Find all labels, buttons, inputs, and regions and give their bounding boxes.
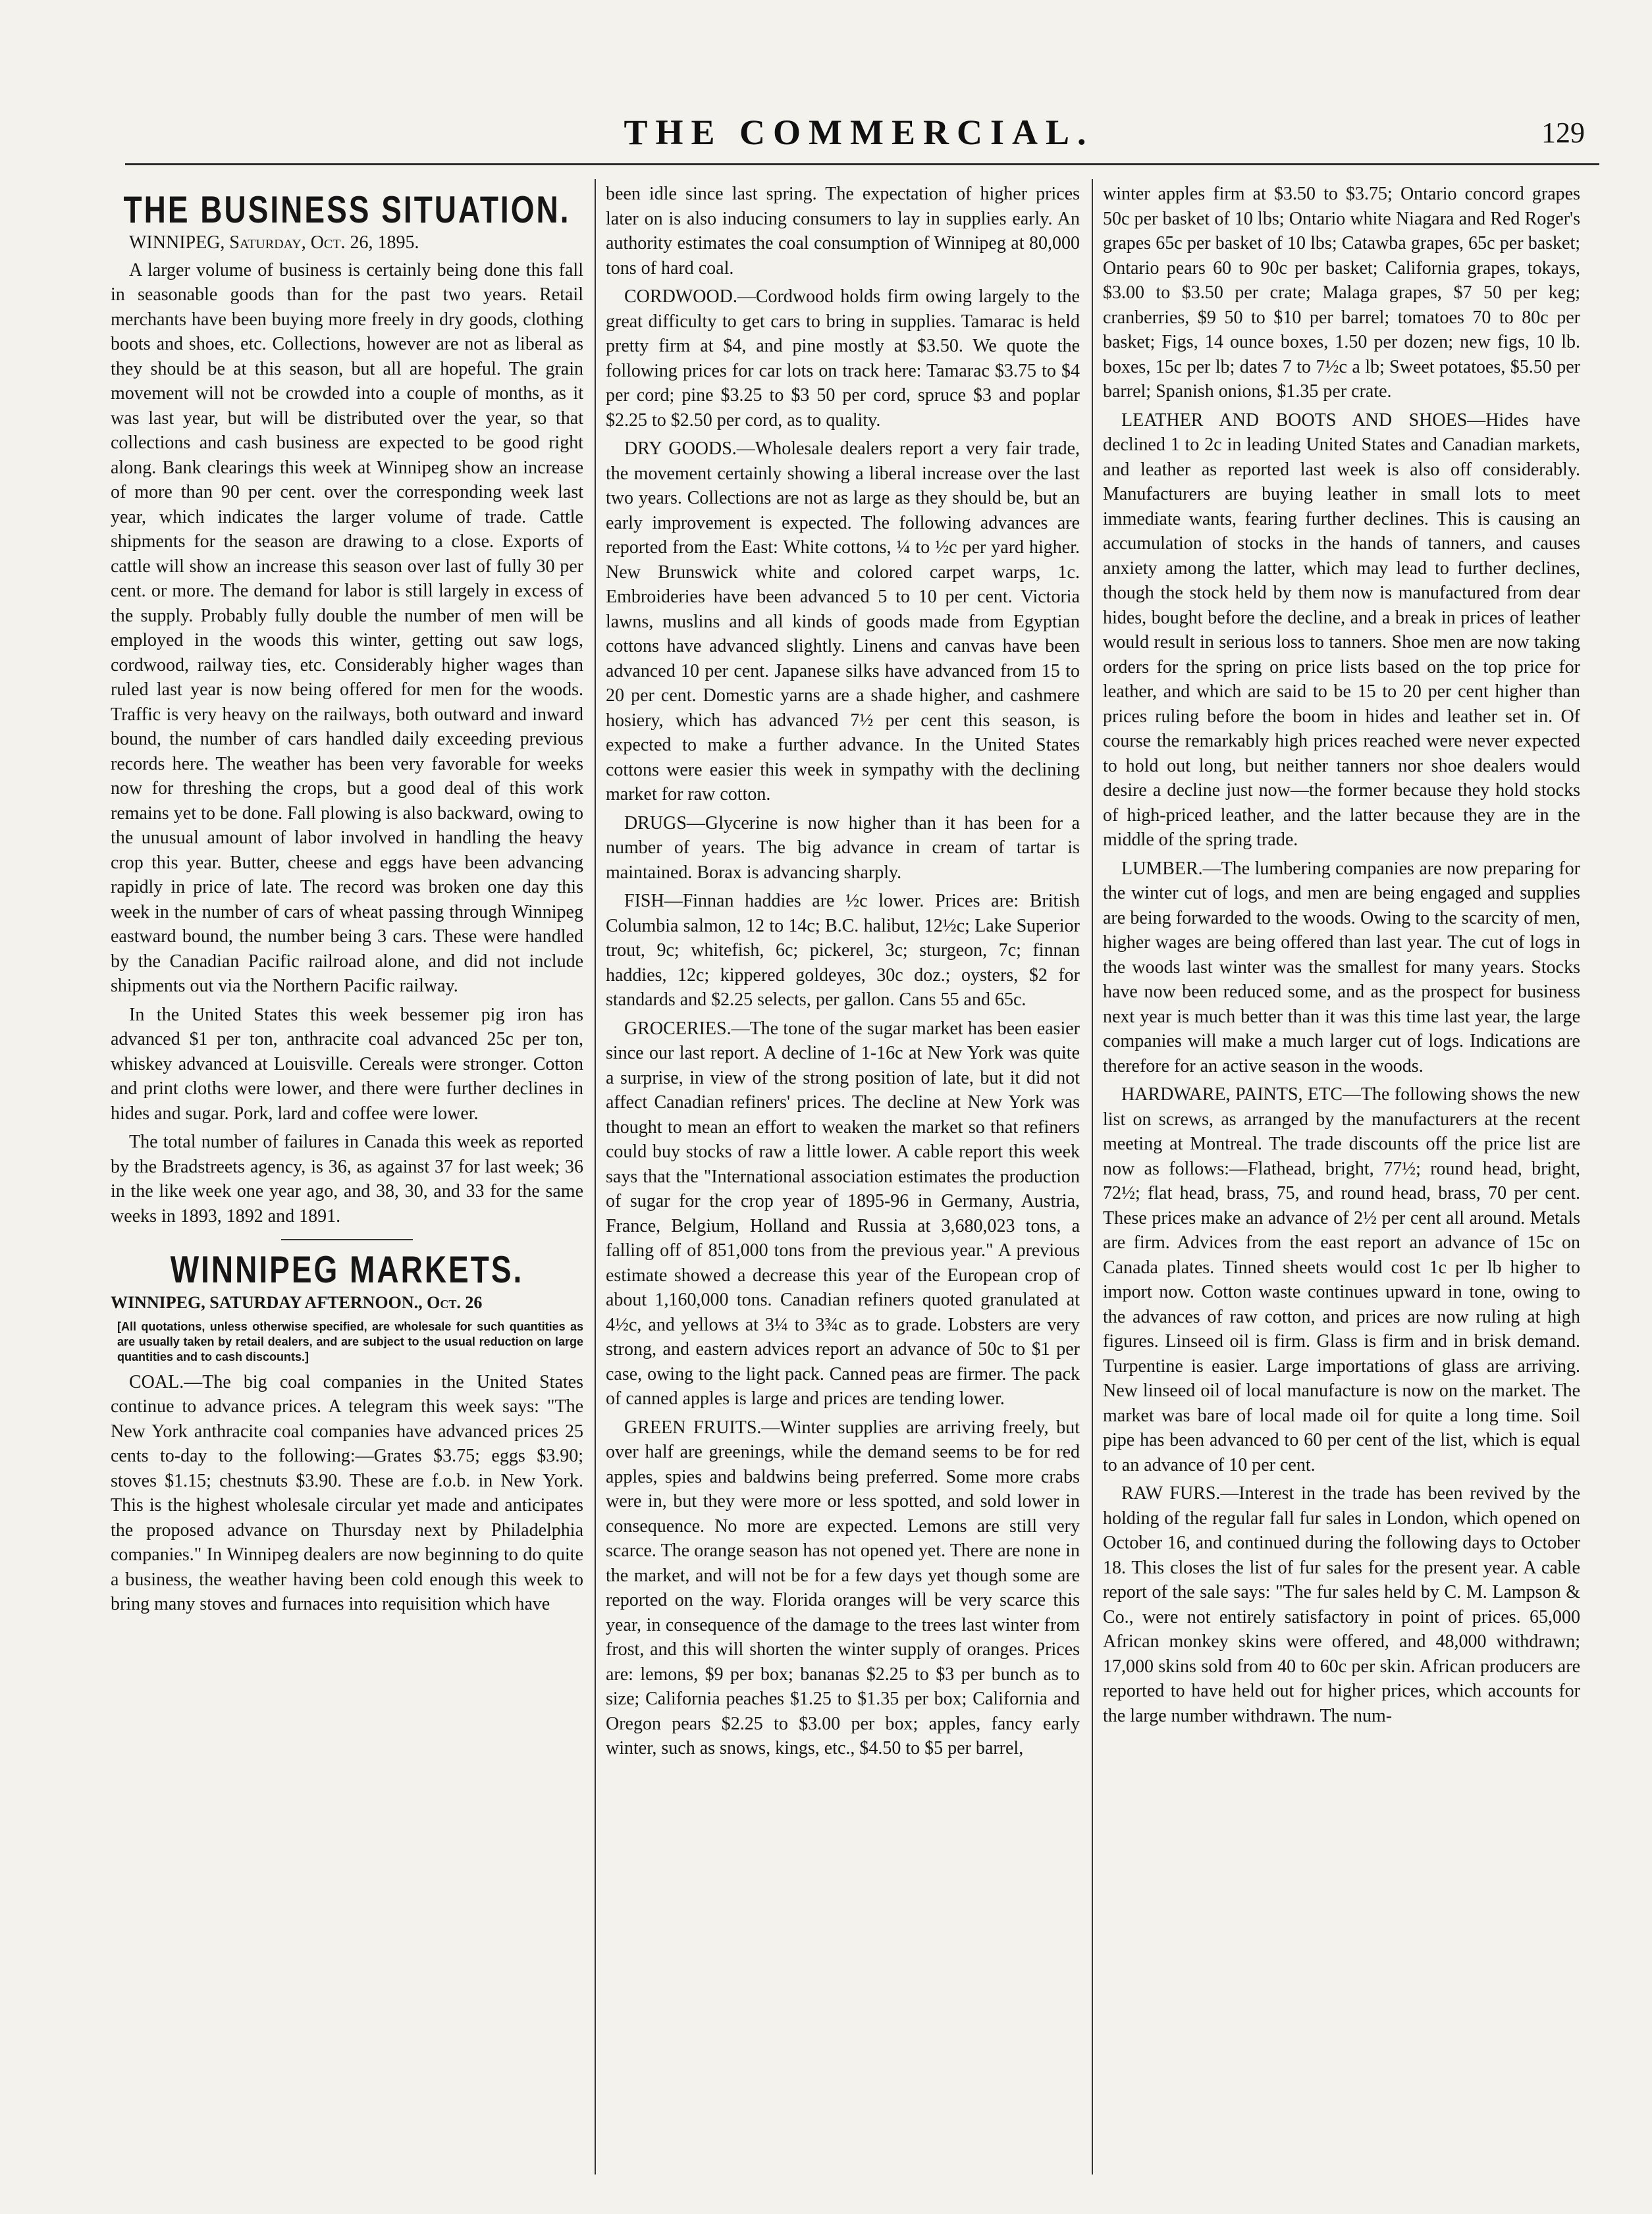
raw-furs-paragraph: RAW FURS.—Interest in the trade has been revived by the holding of the regular fall fur sales in London, which opened on October 16, and continued during the following days to October 18. This closes the list of fur sales for the present year. A cable report of the sale says: "The fur sales held by C. M. Lampson & Co., were not entirely satisfactory in point of prices. 65,000 African monkey skins were offered, and 48,000 withdrawn; 17,000 skins sold from 40 to 60c per skin. African producers are reported to have held out for higher prices, which accounts for the large number withdrawn. The num-: [1103, 1483, 1580, 1726]
coal-paragraph: COAL.—The big coal companies in the United States continue to advance prices. A telegram this week says: "The New York anthracite coal companies have advanced prices 25 cents to-day to the following:—Grates $3.75; eggs $3.90; stoves $1.15; chestnuts $3.90. These are f.o.b. in New York. This is the highest wholesale circular yet made and anticipates the proposed advance on Thursday next by Philadelphia companies." In Winnipeg dealers are now beginning to do quite a business, the weather having been cold enough this week to bring many stoves and furnaces into requisition which have: [111, 1371, 583, 1614]
business-situation-dateline: WINNIPEG, Saturday, Oct. 26, 1895.: [129, 232, 419, 253]
markets-note: [All quotations, unless otherwise specified, are wholesale for such quantities as are usually taken by retail dealers, and are subject to the usual reduction on large quantities and to cash discounts.]: [117, 1319, 583, 1363]
column-divider-2: [1092, 179, 1093, 2174]
business-paragraph-3: The total number of failures in Canada this week as reported by the Bradstreets agency, is 36, as against 37 for last week; 36 in the like week one year ago, and 38, 30, and 33 for the same weeks in 1893, 1892 and 1891.: [111, 1132, 583, 1226]
business-paragraph-2: In the United States this week bessemer pig iron has advanced $1 per ton, anthracite coal advanced 25c per ton, whiskey advanced at Louisville. Cereals were stronger. Cotton and print cloths were lower, and there were further declines in hides and sugar. Pork, lard and coffee were lower.: [111, 1004, 583, 1124]
fruits-continued: winter apples firm at $3.50 to $3.75; Ontario concord grapes 50c per basket of 10 lbs; Ontario white Niagara and Red Roger's grapes 65c per basket of 10 lbs; Catawba grapes, 65c per basket; Ontario pears 60 to 90c per basket; California grapes, tokays, $3.00 to $3.50 per crate; Malaga grapes, $7 50 per keg; cranberries, $9 50 to $10 per barrel; tomatoes 70 to 80c per basket; Figs, 14 ounce boxes, 1.50 per dozen; new figs, 10 lb. boxes, 15c per lb; dates 7 to 7½c a lb; Sweet potatoes, $5.50 per barrel; Spanish onions, $1.35 per crate.: [1103, 184, 1580, 402]
business-paragraph-1: A larger volume of business is certainly being done this fall in seasonable goods than for the past two years. Retail merchants have been buying more freely in dry goods, clothing boots and shoes, etc. Collections, however are not as liberal as they should be at this season, but all are hopeful. The grain movement will not be crowded into a couple of months, as it was last year, but will be distributed over the year, so that collections and cash business are expected to be good right along. Bank clearings this week at Winnipeg show an increase of more than 90 per cent. over the corresponding week last year, which indicates the larger volume of trade. Cattle shipments for the season are drawing to a close. Exports of cattle will show an increase this season over last of fully 30 per cent. or more. The demand for labor is still largely in excess of the supply. Probably fully double the number of men will be employed in the woods this winter, getting out saw logs, cordwood, railway ties, etc. Considerably higher wages than ruled last year is now being offered for men for the woods. Traffic is very heavy on the railways, both outward and inward bound, the number of cars handled daily exceeding previous records here. The weather has been very favorable for weeks now for threshing the crops, but a good deal of this work remains yet to be done. Fall plowing is also backward, owing to the unusual amount of labor involved in handling the heavy crop this year. Butter, cheese and eggs have been advancing rapidly in price of late. The record was broken one day this week in the number of cars of wheat passing through Winnipeg eastward bound, the number being 3 cars. These were handled by the Canadian Pacific railroad alone, and did not include shipments out via the Northern Pacific railway.: [111, 259, 583, 996]
column-1: [111, 182, 583, 2181]
section-divider: [281, 1239, 413, 1240]
leather-paragraph: LEATHER AND BOOTS AND SHOES—Hides have declined 1 to 2c in leading United States and Canadian markets, and leather as reported last week is also off considerably. Manufacturers are buying leather in small lots to meet immediate wants, fearing further declines. This is causing an accumulation of stocks in the hands of tanners, and causes anxiety among the latter, which may lead to further declines, though the stock held by them now is manufactured from dear hides, bought before the decline, and a break in prices of leather would result in serious loss to tanners. Shoe men are now taking orders for the spring on price lists based on the top price for leather, and which are said to be 15 to 20 per cent higher than prices ruling before the boom in hides and leather set in. Of course the remarkably high prices reached were never expected to hold out long, but neither tanners nor shoe dealers would desire a decline just now—the former because they hold stocks of high-priced leather, and the latter because they are in the middle of the spring trade.: [1103, 409, 1580, 850]
column-divider-1: [595, 179, 596, 2174]
coal-continued: been idle since last spring. The expectation of higher prices later on is also inducing consumers to lay in supplies early. An authority estimates the coal consumption of Winnipeg at 80,000 tons of hard coal.: [606, 184, 1080, 278]
column-3: [1103, 182, 1580, 2181]
lumber-paragraph: LUMBER.—The lumbering companies are now preparing for the winter cut of logs, and men are being engaged and supplies are being forwarded to the woods. Owing to the scarcity of men, higher wages are being offered than last year. The cut of logs in the woods last winter was the smallest for many years. Stocks have now been reduced some, and as the prospect for business next year is much better than it was this time last year, the large companies will make a much larger cut of logs. Indications are therefore for an active season in the woods.: [1103, 858, 1580, 1076]
business-situation-title: THE BUSINESS SITUATION.: [123, 188, 571, 231]
green-fruits-paragraph: GREEN FRUITS.—Winter supplies are arriving freely, but over half are greenings, while the demand seems to be for red apples, spies and baldwins being preferred. Some more crabs were in, but they were more or less spotted, and sold lower in consequence. No more are expected. Lemons are still very scarce. The orange season has not opened yet. There are none in the market, and will not be for a few days yet though some are reported on the way. Florida oranges will be very scarce this year, in consequence of the damage to the trees last winter from frost, and this will shorten the winter supply of oranges. Prices are: lemons, $9 per box; bananas $2.25 to $3 per bunch as to size; California peaches $1.25 to $1.35 per box; California and Oregon pears $2.25 to $3.00 per box; apples, fancy early winter, such as snows, kings, etc., $4.50 to $5 per barrel,: [606, 1417, 1080, 1758]
header-rule: [125, 163, 1599, 165]
drugs-paragraph: DRUGS—Glycerine is now higher than it has been for a number of years. The big advance in cream of tartar is maintained. Borax is advancing sharply.: [606, 812, 1080, 883]
page-header: [125, 112, 1593, 151]
markets-dateline: WINNIPEG, SATURDAY AFTERNOON., Oct. 26: [111, 1293, 483, 1312]
winnipeg-markets-title: WINNIPEG MARKETS.: [170, 1248, 524, 1291]
dry-goods-paragraph: DRY GOODS.—Wholesale dealers report a very fair trade, the movement certainly showing a liberal increase over the last two years. Collections are not as large as they should be, but an early improvement is expected. The following advances are reported from the East: White cottons, ¼ to ½c per yard higher. New Brunswick white and colored carpet warps, 1c. Embroideries have been advanced 5 to 10 per cent. Victoria lawns, muslins and all kinds of goods made from Egyptian cottons have advanced slightly. Linens and canvas have been advanced 10 per cent. Japanese silks have advanced from 15 to 20 per cent. Domestic yarns are a shade higher, and cashmere hosiery, which has advanced 7½ per cent this season, is expected to make a further advance. In the United States cottons were easier this week in sympathy with the declining market for raw cotton.: [606, 438, 1080, 804]
page-number: 129: [1541, 117, 1585, 149]
cordwood-paragraph: CORDWOOD.—Cordwood holds firm owing largely to the great difficulty to get cars to bring in supplies. Tamarac is held pretty firm at $4, and pine mostly at $3.50. We quote the following prices for car lots on track here: Tamarac $3.75 to $4 per cord; pine $3.25 to $3 50 per cord, spruce $3 and poplar $2.25 to $2.50 per cord, as to quality.: [606, 286, 1080, 431]
fish-paragraph: FISH—Finnan haddies are ½c lower. Prices are: British Columbia salmon, 12 to 14c; B.C. halibut, 12½c; Lake Superior trout, 9c; whitefish, 6c; pickerel, 3c; sturgeon, 7c; finnan haddies, 12c; kippered goldeyes, 30c doz.; oysters, $2 for standards and $2.25 selects, per gallon. Cans 55 and 65c.: [606, 891, 1080, 1010]
column-2: [606, 182, 1080, 2181]
groceries-paragraph: GROCERIES.—The tone of the sugar market has been easier since our last report. A decline of 1-16c at New York was quite a surprise, in view of the strong position of late, but it did not affect Canadian refiners' prices. The decline at New York was thought to mean an effort to weaken the market so that refiners could buy stocks of raw a little lower. A cable report this week says that the "International association estimates the production of sugar for the crop year of 1895-96 in Germany, Austria, France, Belgium, Holland and Russia at 3,680,023 tons, a falling off of 851,000 tons from the previous year." A previous estimate showed a decrease this year of the European crop of about 1,160,000 tons. Canadian refiners quoted granulated at 4½c, and yellows at 3¼ to 3¾c as to grade. Lobsters are very strong, and eastern advices report an advance of 50c to $1 per case, owing to the light pack. Canned peas are firmer. The pack of canned apples is large and prices are tending lower.: [606, 1018, 1080, 1409]
hardware-paragraph: HARDWARE, PAINTS, ETC—The following shows the new list on screws, as arranged by the manufacturers at the recent meeting at Montreal. The trade discounts off the price list are now as follows:—Flathead, bright, 77½; round head, bright, 72½; flat head, brass, 75, and round head, brass, 70 per cent. These prices make an advance of 2½ per cent all around. Metals are firm. Advices from the east report an advance of 15c on Canada plates. Tinned sheets would cost 1c per lb higher to import now. Cotton waste continues upward in tone, owing to the advances of raw cotton, and prices are now ruling at high figures. Linseed oil is firm. Glass is firm and in brisk demand. Turpentine is easier. Large importations of glass are arriving. New linseed oil of local manufacture is now on the market. The market was bare of local made oil for quite a long time. Soil pipe has been advanced to 60 per cent of the list, which is equal to an advance of 10 per cent.: [1103, 1084, 1580, 1475]
masthead: THE COMMERCIAL.: [624, 113, 1094, 152]
